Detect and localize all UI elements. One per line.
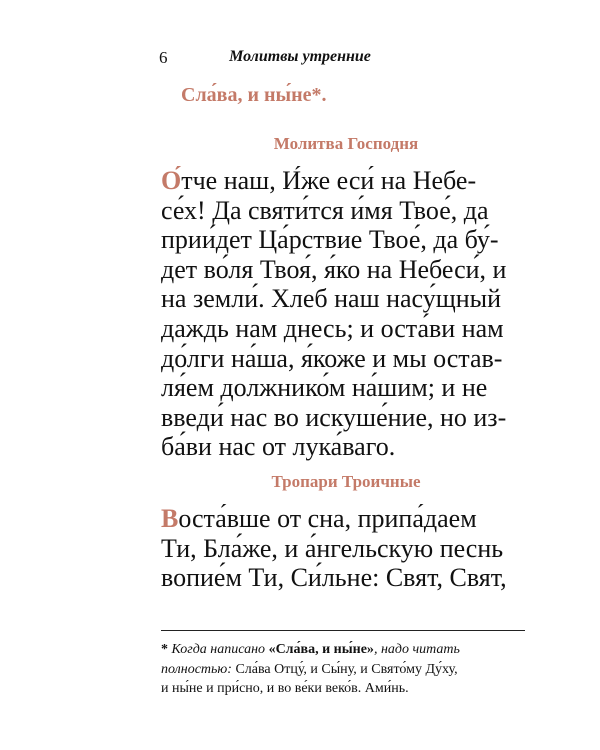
footnote-line: * Когда написано «Сла́ва, и ны́не», надо читать xyxy=(161,642,460,657)
lords-prayer-text xyxy=(0,166,527,462)
running-head: Молитвы утренние xyxy=(229,48,371,65)
page-number: 6 xyxy=(159,48,168,67)
troparion-line: вопие́м Ти, Си́льне: Свят, Свят, xyxy=(161,563,507,593)
prayer-line: на земли́. Хлеб наш насу́щный xyxy=(161,284,502,314)
prayer-line: до́лги на́ша, я́коже и мы остав- xyxy=(161,343,503,373)
troparion-line: Ти, Бла́же, и а́нгельскую песнь xyxy=(161,533,504,563)
troparia-text xyxy=(0,504,527,593)
footnote xyxy=(0,640,527,699)
prayer-line: ба́ви нас от лука́ваго. xyxy=(161,432,396,462)
footnote-divider xyxy=(161,630,525,631)
troparia-title: Тропари Троичные xyxy=(271,472,421,491)
prayer-line: даждь нам днесь; и оста́ви нам xyxy=(161,313,504,343)
prayer-line: прии́дет Ца́рствие Твое́, да бу́- xyxy=(161,225,499,255)
drop-initial: О́ xyxy=(161,166,182,195)
gloria-rubric: Сла́ва, и ны́не*. xyxy=(181,84,327,106)
drop-initial: В xyxy=(161,504,179,533)
prayer-line: ля́ем должнико́м на́шим; и не xyxy=(161,373,488,403)
footnote-line: полностью: Сла́ва Отцу́, и Сы́ну, и Свято́му Ду́ху, xyxy=(161,661,458,677)
footnote-line: и ны́не и при́сно, и во ве́ки веко́в. Ами́нь. xyxy=(161,681,409,696)
footnote-quoted-phrase: «Сла́ва, и ны́не» xyxy=(268,642,374,657)
troparion-line: Воста́вше от сна, припа́даем xyxy=(161,504,477,533)
prayer-line: введи́ нас во искуше́ние, но из- xyxy=(161,402,507,432)
prayer-line: О́тче наш, И́же еси́ на Небе- xyxy=(161,166,477,195)
prayer-line: се́х! Да святи́тся и́мя Твое́, да xyxy=(161,195,489,225)
lords-prayer-title: Молитва Господня xyxy=(273,134,419,153)
prayer-line: дет во́ля Твоя́, я́ко на Небеси́, и xyxy=(161,254,507,284)
